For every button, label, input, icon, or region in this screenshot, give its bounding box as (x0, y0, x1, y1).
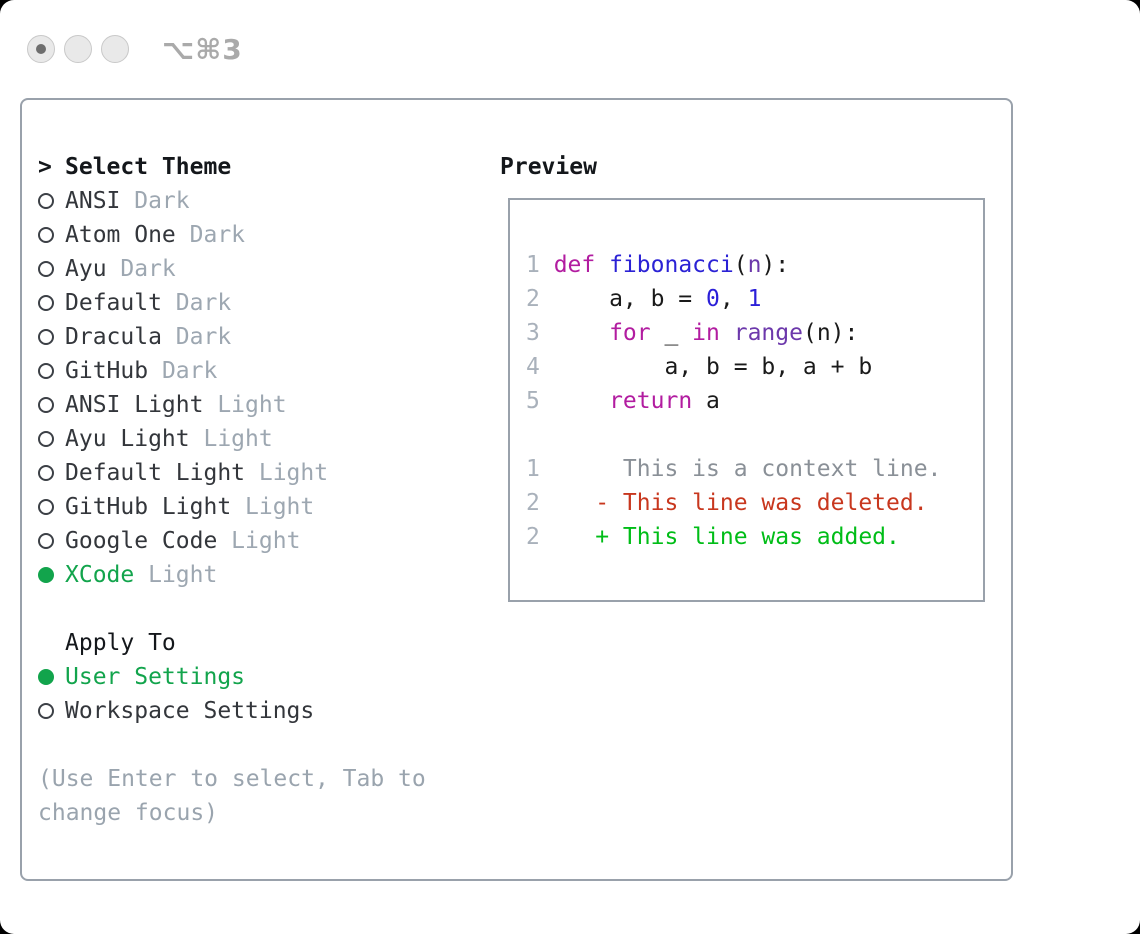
main-panel (20, 98, 1013, 881)
option-label: Workspace Settings (65, 698, 315, 724)
zoom-button[interactable] (101, 35, 129, 63)
line-number: 3 (526, 320, 540, 346)
select-theme-title: Select Theme (65, 154, 232, 180)
radio-icon (38, 261, 65, 277)
apply-to-header (38, 626, 500, 660)
radio-circle (38, 499, 54, 515)
option-label: ANSI Light (65, 392, 204, 418)
theme-option-ayu-light[interactable] (38, 422, 500, 456)
apply-option-workspace-settings[interactable] (38, 694, 500, 728)
theme-option-atom-one[interactable] (38, 218, 500, 252)
option-label: Ayu (65, 256, 107, 282)
code-token-context: This is a context line. (553, 456, 942, 482)
radio-circle (38, 363, 54, 379)
variant-label: Light (189, 426, 273, 452)
code-line (526, 350, 983, 384)
variant-label: Dark (120, 188, 190, 214)
code-line (526, 486, 983, 520)
code-token-plain: a (692, 388, 720, 414)
titlebar (0, 0, 1140, 98)
radio-icon (38, 227, 65, 243)
code-token-number: 0 (706, 286, 720, 312)
theme-option-github-light[interactable] (38, 490, 500, 524)
line-number: 1 (526, 456, 540, 482)
code-token-plain (554, 320, 609, 346)
theme-list (38, 184, 500, 592)
preview-column (500, 100, 985, 879)
radio-circle (38, 397, 54, 413)
theme-option-ansi-light[interactable] (38, 388, 500, 422)
radio-circle (38, 261, 54, 277)
focus-prompt-marker (38, 154, 65, 180)
code-token-keyword: def (553, 252, 610, 278)
radio-circle (38, 329, 54, 345)
line-number: 2 (526, 490, 540, 516)
code-token-keyword: return (609, 388, 693, 414)
line-number: 2 (526, 524, 540, 550)
option-label: Atom One (65, 222, 176, 248)
code-line (526, 316, 983, 350)
line-number: 1 (526, 252, 540, 278)
variant-label: Light (203, 392, 287, 418)
radio-icon (38, 431, 65, 447)
code-token-plain: a, b = (553, 286, 707, 312)
code-token-plain (554, 388, 609, 414)
variant-label: Dark (161, 324, 232, 350)
variant-label: Dark (161, 290, 232, 316)
theme-option-google-code[interactable] (38, 524, 500, 558)
keyboard-hint-text: (Use Enter to select, Tab to change focus) (38, 766, 426, 826)
theme-option-xcode[interactable] (38, 558, 500, 592)
radio-icon (38, 193, 65, 209)
radio-icon (38, 363, 65, 379)
variant-label: Dark (148, 358, 218, 384)
variant-label: Light (245, 460, 329, 486)
theme-option-ansi[interactable] (38, 184, 500, 218)
radio-circle (38, 465, 54, 481)
apply-to-title: Apply To (65, 630, 176, 656)
radio-circle (38, 703, 54, 719)
variant-label: Light (217, 528, 301, 554)
radio-circle (38, 227, 54, 243)
close-button-dot (36, 44, 46, 54)
close-button[interactable] (27, 35, 55, 63)
option-label: Google Code (65, 528, 218, 554)
variant-label: Dark (175, 222, 246, 248)
code-line (526, 418, 983, 452)
variant-label: Light (231, 494, 315, 520)
apply-to-section (38, 626, 500, 728)
option-label: Dracula (65, 324, 162, 350)
radio-icon (38, 703, 65, 719)
code-token-builtin: range (733, 320, 803, 346)
variant-label: Light (134, 562, 218, 588)
code-token-builtin: n (747, 252, 762, 278)
code-token-plain (720, 320, 734, 346)
code-token-plain: a, b = b, a + b (553, 354, 873, 380)
code-token-keyword: in (692, 320, 720, 346)
code-token-deleted: - This line was deleted. (553, 490, 928, 516)
prompt-icon: > (38, 154, 52, 180)
line-number: 4 (526, 354, 540, 380)
code-token-plain: , (719, 286, 748, 312)
radio-icon (38, 295, 65, 311)
radio-circle (38, 669, 54, 685)
radio-circle (38, 431, 54, 447)
option-label: GitHub Light (65, 494, 232, 520)
code-line (526, 282, 983, 316)
radio-icon (38, 533, 65, 549)
variant-label: Dark (106, 256, 176, 282)
option-label: Default Light (65, 460, 246, 486)
preview-title: Preview (500, 154, 597, 180)
radio-circle (38, 193, 54, 209)
code-token-keyword: for (609, 320, 651, 346)
option-label: Ayu Light (65, 426, 190, 452)
radio-selected-icon (38, 669, 65, 685)
line-number: 5 (526, 388, 540, 414)
apply-to-options (38, 660, 500, 728)
code-token-plain: ): (761, 252, 790, 278)
option-label: XCode (65, 562, 135, 588)
code-token-plain: _ (650, 320, 693, 346)
radio-icon (38, 465, 65, 481)
radio-circle (38, 295, 54, 311)
line-number: 2 (526, 286, 540, 312)
radio-icon (38, 397, 65, 413)
radio-circle (38, 567, 54, 583)
theme-option-dracula[interactable] (38, 320, 500, 354)
code-line (526, 520, 983, 554)
code-token-plain: ( (733, 252, 748, 278)
select-theme-header (38, 150, 500, 184)
code-line (526, 452, 983, 486)
code-token-title_fn: fibonacci (609, 252, 734, 278)
option-label: ANSI (65, 188, 121, 214)
theme-option-default[interactable] (38, 286, 500, 320)
code-line (526, 248, 983, 282)
theme-list-column (22, 100, 500, 879)
apply-option-user-settings[interactable] (38, 660, 500, 694)
code-line (526, 384, 983, 418)
code-token-added: + This line was added. (553, 524, 900, 550)
minimize-button[interactable] (64, 35, 92, 63)
code-token-plain: (n): (802, 320, 859, 346)
window-shortcut-label: ⌥⌘3 (162, 32, 243, 66)
radio-icon (38, 329, 65, 345)
option-label: GitHub (65, 358, 149, 384)
theme-option-github[interactable] (38, 354, 500, 388)
theme-option-ayu[interactable] (38, 252, 500, 286)
option-label: User Settings (65, 664, 246, 690)
code-preview-box (508, 198, 985, 602)
radio-circle (38, 533, 54, 549)
code-token-number: 1 (747, 286, 762, 312)
radio-icon (38, 499, 65, 515)
option-label: Default (65, 290, 162, 316)
theme-option-default-light[interactable] (38, 456, 500, 490)
radio-selected-icon (38, 567, 65, 583)
